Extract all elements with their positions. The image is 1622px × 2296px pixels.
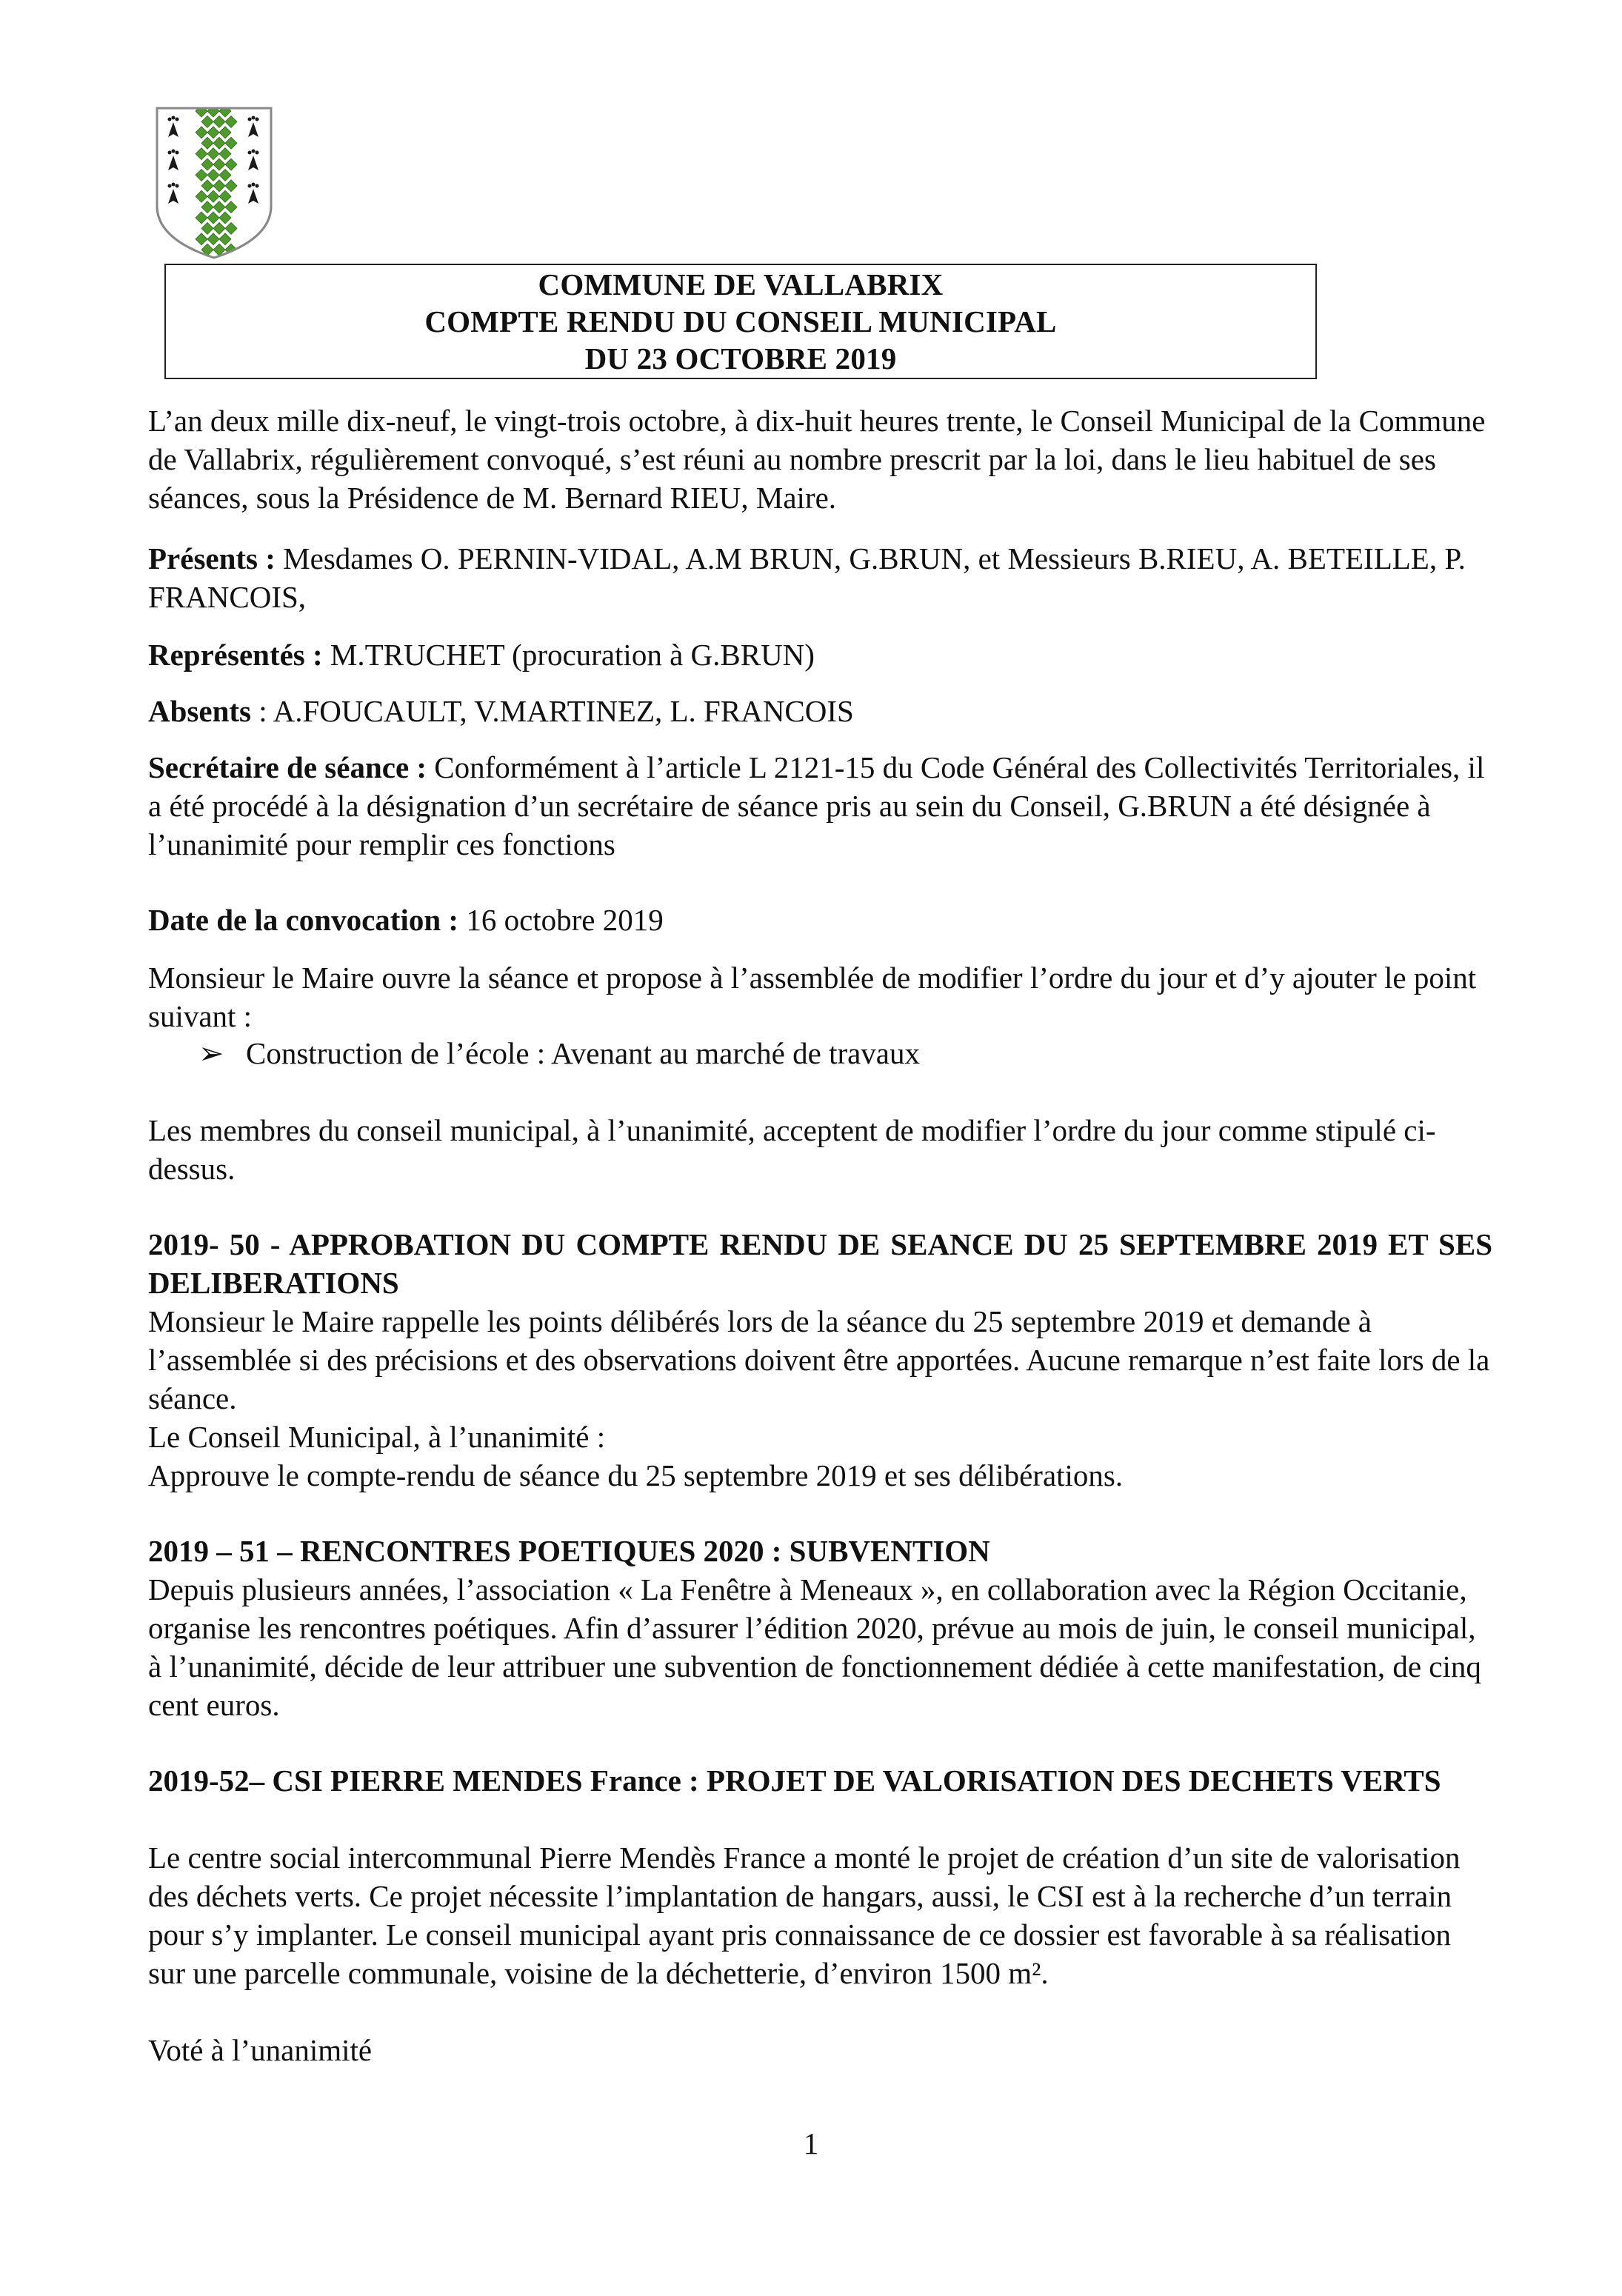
secretaire-text: Conformément à l’article L 2121-15 du Code Général des Collectivités Territoriales, il a été procédé à la désignation d’un secrétaire de séance pris au sein du Conseil, G.BRUN a été désignée à l’unanimité pour remplir ces fonctions bbox=[148, 750, 1485, 861]
item-51-heading: 2019 – 51 – RENCONTRES POETIQUES 2020 : SUBVENTION bbox=[148, 1534, 990, 1568]
item-52-paragraph-2: Voté à l’unanimité bbox=[148, 2033, 373, 2067]
item-50-paragraph-3: Approuve le compte-rendu de séance du 25 septembre 2019 et ses délibérations. bbox=[148, 1458, 1124, 1492]
title-line-1: COMMUNE DE VALLABRIX bbox=[538, 267, 944, 301]
convocation-paragraph bbox=[148, 901, 1492, 939]
bullet-item bbox=[198, 1034, 920, 1072]
ordre-du-jour-paragraph: Monsieur le Maire ouvre la séance et propose à l’assemblée de modifier l’ordre du jour et d’y ajouter le point suivant : bbox=[148, 961, 1477, 1033]
item-50-paragraph-1: Monsieur le Maire rappelle les points délibérés lors de la séance du 25 septembre 2019 et demande à l’assemblée si des précisions et des observations doivent être apportées. Aucune remarque n’est faite lors de la séance. bbox=[148, 1304, 1490, 1415]
acceptance-paragraph: Les membres du conseil municipal, à l’unanimité, acceptent de modifier l’ordre du jour comme stipulé ci-dessus. bbox=[148, 1113, 1436, 1186]
bullet-text: Construction de l’école : Avenant au marché de travaux bbox=[246, 1036, 921, 1070]
absents-label: Absents bbox=[148, 694, 251, 728]
absents-paragraph bbox=[148, 692, 1492, 730]
representes-paragraph bbox=[148, 635, 1492, 674]
representes-label: Représentés : bbox=[148, 638, 323, 672]
absents-text: : A.FOUCAULT, V.MARTINEZ, L. FRANCOIS bbox=[250, 694, 854, 728]
item-52-paragraph-1: Le centre social intercommunal Pierre Mendès France a monté le projet de création d’un site de valorisation des déchets verts. Ce projet nécessite l’implantation de hangars, aussi, le CSI est à la recherche d’un terrain pour s’y implanter. Le conseil municipal ayant pris connaissance de ce dossier est favorable à sa réalisation sur une parcelle communale, voisine de la déchetterie, d’environ 1500 m². bbox=[148, 1841, 1461, 1990]
convocation-label: Date de la convocation : bbox=[148, 903, 459, 937]
title-line-2: COMPTE RENDU DU CONSEIL MUNICIPAL bbox=[424, 304, 1057, 338]
secretaire-label: Secrétaire de séance : bbox=[148, 750, 427, 784]
page-number: 1 bbox=[803, 2126, 819, 2160]
representes-text: M.TRUCHET (procuration à G.BRUN) bbox=[322, 638, 815, 672]
commune-crest-logo bbox=[151, 102, 277, 261]
item-50-paragraph-2: Le Conseil Municipal, à l’unanimité : bbox=[148, 1420, 606, 1454]
presents-label: Présents : bbox=[148, 541, 276, 575]
title-box bbox=[164, 264, 1317, 379]
presents-text: Mesdames O. PERNIN-VIDAL, A.M BRUN, G.BRUN, et Messieurs B.RIEU, A. BETEILLE, P. FRANCOIS, bbox=[148, 541, 1466, 614]
secretaire-paragraph bbox=[148, 748, 1492, 864]
intro-paragraph: L’an deux mille dix-neuf, le vingt-trois octobre, à dix-huit heures trente, le Conseil Municipal de la Commune de Vallabrix, régulièrement convoqué, s’est réuni au nombre prescrit par la loi, dans le lieu habituel de ses séances, sous la Présidence de M. Bernard RIEU, Maire. bbox=[148, 404, 1486, 515]
presents-paragraph bbox=[148, 539, 1492, 616]
arrow-bullet-icon: ➢ bbox=[198, 1036, 224, 1070]
title-line-3: DU 23 OCTOBRE 2019 bbox=[584, 341, 897, 376]
item-52-heading: 2019-52– CSI PIERRE MENDES France : PROJET DE VALORISATION DES DECHETS VERTS bbox=[148, 1763, 1441, 1798]
convocation-text: 16 octobre 2019 bbox=[458, 903, 664, 937]
item-51-paragraph-1: Depuis plusieurs années, l’association « La Fenêtre à Meneaux », en collaboration avec la Région Occitanie, organise les rencontres poétiques. Afin d’assurer l’édition 2020, prévue au mois de juin, le conseil municipal, à l’unanimité, décide de leur attribuer une subvention de fonctionnement dédiée à cette manifestation, de cinq cent euros. bbox=[148, 1572, 1481, 1722]
item-50-heading: 2019- 50 - APPROBATION DU COMPTE RENDU DE SEANCE DU 25 SEPTEMBRE 2019 ET SES DELIBERATIONS bbox=[148, 1227, 1492, 1300]
